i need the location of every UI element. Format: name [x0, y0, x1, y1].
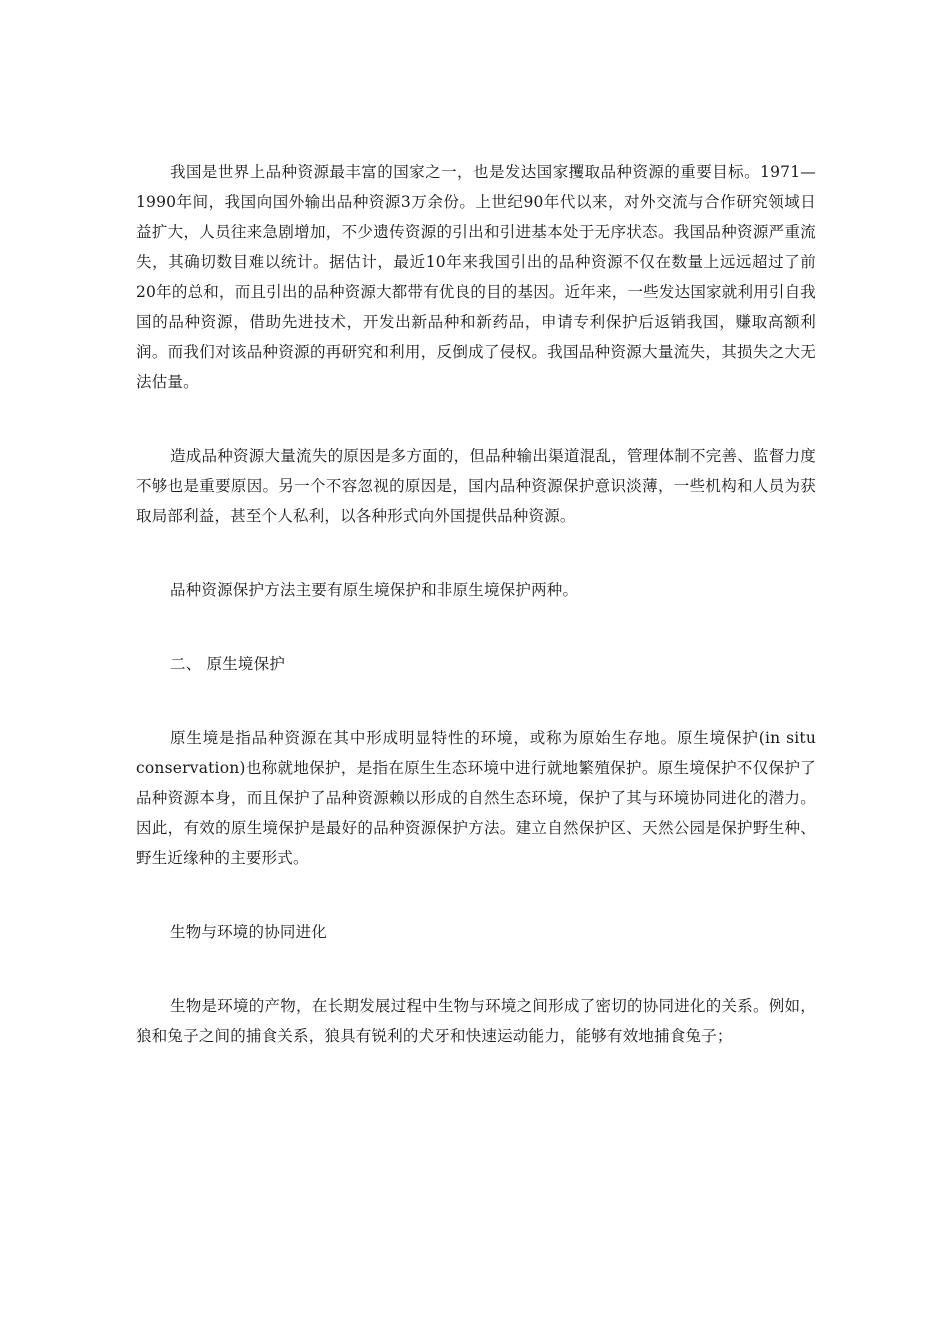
document-body [136, 157, 816, 1051]
paragraph-loss-causes: 造成品种资源大量流失的原因是多方面的，但品种输出渠道混乱，管理体制不完善、监督力度不够也是重要原因。另一个不容忽视的原因是，国内品种资源保护意识淡薄，一些机构和人员为获取局部利益，甚至个人私利，以各种形式向外国提供品种资源。 [136, 447, 816, 525]
paragraph-resource-loss: 我国是世界上品种资源最丰富的国家之一，也是发达国家攫取品种资源的重要目标。1971—1990年间，我国向国外输出品种资源3万余份。上世纪90年代以来，对外交流与合作研究领域日益扩大，人员往来急剧增加，不少遗传资源的引出和引进基本处于无序状态。我国品种资源严重流失，其确切数目难以统计。据估计，最近10年来我国引出的品种资源不仅在数量上远远超过了前20年的总和，而且引出的品种资源大都带有优良的目的基因。近年来，一些发达国家就利用引自我国的品种资源，借助先进技术，开发出新品种和新药品，申请专利保护后返销我国，赚取高额利润。而我们对该品种资源的再研究和利用，反倒成了侵权。我国品种资源大量流失，其损失之大无法估量。 [136, 163, 816, 391]
paragraph-in-situ-definition: 原生境是指品种资源在其中形成明显特性的环境，或称为原始生存地。原生境保护(in situ conservation)也称就地保护，是指在原生生态环境中进行就地繁殖保护。原生境保护不仅保护了品种资源本身，而且保护了品种资源赖以形成的自然生态环境，保护了其与环境协同进化的潜力。因此，有效的原生境保护是最好的品种资源保护方法。建立自然保护区、天然公园是保护野生种、野生近缘种的主要形式。 [136, 729, 816, 867]
section-heading-in-situ: 二、 原生境保护 [170, 655, 286, 673]
paragraph-coevolution: 生物是环境的产物，在长期发展过程中生物与环境之间形成了密切的协同进化的关系。例如，狼和兔子之间的捕食关系，狼具有锐利的犬牙和快速运动能力，能够有效地捕食兔子； [136, 997, 816, 1045]
paragraph-protection-methods: 品种资源保护方法主要有原生境保护和非原生境保护两种。 [170, 581, 579, 599]
subheading-coevolution: 生物与环境的协同进化 [170, 923, 328, 941]
